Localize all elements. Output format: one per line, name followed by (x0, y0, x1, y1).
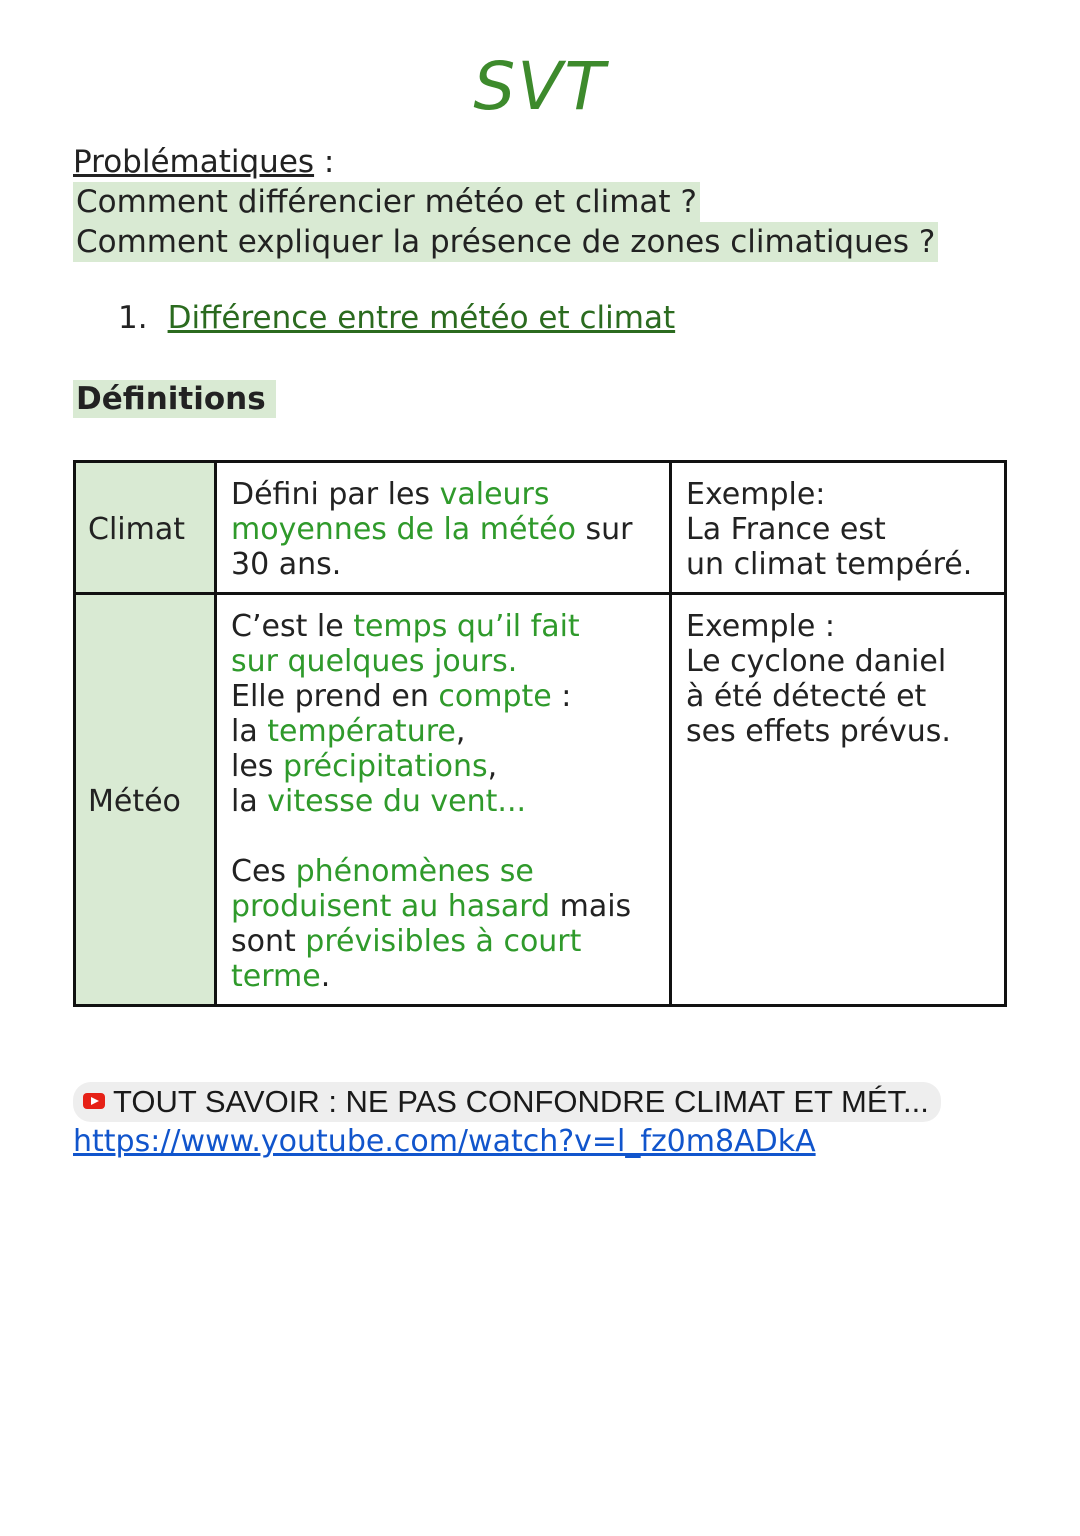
example-line: un climat tempéré. (686, 547, 973, 582)
example-line: Exemple : (686, 609, 835, 644)
section-link[interactable]: Différence entre météo et climat (167, 300, 676, 336)
meteo-keyword: sur quelques jours. (231, 644, 518, 679)
climat-def-keyword: valeurs moyennes de la météo (231, 477, 576, 547)
question-1: Comment différencier météo et climat ? (73, 182, 700, 222)
meteo-keyword: vitesse du vent... (267, 784, 527, 819)
meteo-keyword: prévisibles à court terme (231, 924, 582, 994)
meteo-line: les précipitations, (231, 749, 498, 784)
meteo-keyword: compte (438, 679, 552, 714)
page-title: SVT (473, 48, 607, 125)
climat-def-text: Défini par les (231, 477, 440, 512)
example-line: ses effets prévus. (686, 714, 951, 749)
meteo-keyword: phénomènes se produisent au hasard (231, 854, 551, 924)
meteo-keyword: temps qu’il fait (353, 609, 580, 644)
video-title: TOUT SAVOIR : NE PAS CONFONDRE CLIMAT ET MÉT... (113, 1084, 929, 1119)
example-line: à été détecté et (686, 679, 927, 714)
meteo-line: C’est le temps qu’il fait (231, 609, 580, 644)
meteo-paragraph-2: Ces phénomènes se produisent au hasard mais sont prévisibles à court terme. (231, 854, 632, 994)
climat-def-text: sur 30 ans. (231, 512, 633, 582)
video-url-link[interactable]: https://www.youtube.com/watch?v=l_fz0m8ADkA (73, 1124, 816, 1159)
example-line: La France est (686, 512, 886, 547)
youtube-icon (83, 1093, 105, 1109)
meteo-definition (216, 594, 671, 1006)
video-chip[interactable] (73, 1082, 941, 1122)
definitions-label: Définitions (73, 380, 276, 418)
problematiques-block (73, 142, 938, 262)
table-row (75, 462, 1006, 594)
climat-definition (216, 462, 671, 594)
problematiques-colon: : (314, 144, 335, 180)
climat-header: Climat (75, 462, 216, 594)
example-line: Le cyclone daniel (686, 644, 947, 679)
definitions-table (73, 460, 1007, 1007)
meteo-line (231, 644, 655, 679)
meteo-keyword: précipitations (282, 749, 488, 784)
problematiques-heading: Problématiques (73, 144, 315, 180)
meteo-example (671, 594, 1006, 1006)
meteo-line: la vitesse du vent... (231, 784, 527, 819)
example-line: Exemple: (686, 477, 826, 512)
meteo-header: Météo (75, 594, 216, 1006)
meteo-line: la température, (231, 714, 466, 749)
meteo-line: Elle prend en compte : (231, 679, 572, 714)
section-heading (118, 300, 675, 336)
climat-example (671, 462, 1006, 594)
meteo-keyword: température (267, 714, 456, 749)
question-2: Comment expliquer la présence de zones climatiques ? (73, 222, 938, 262)
table-row (75, 594, 1006, 1006)
section-number: 1. (118, 300, 148, 336)
